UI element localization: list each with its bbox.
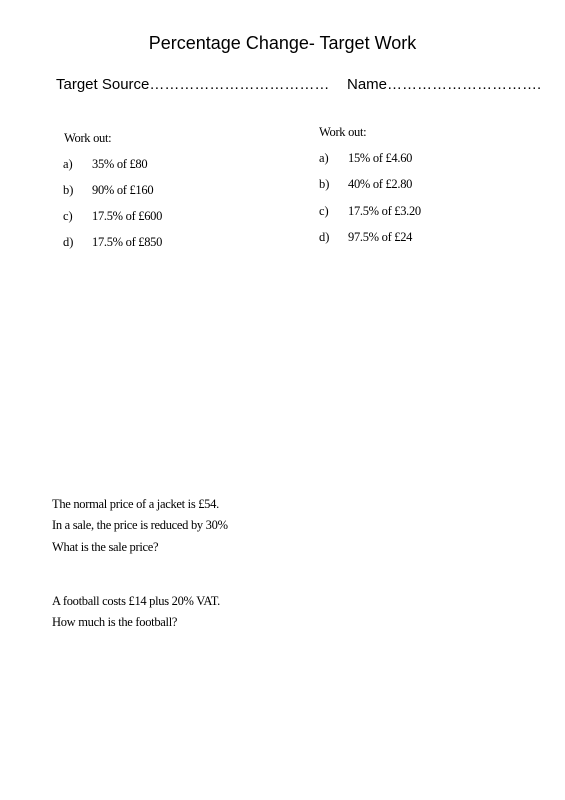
problem-line: The normal price of a jacket is £54. [52, 497, 219, 511]
question-text: 17.5% of £3.20 [348, 204, 421, 218]
question-letter: b) [63, 183, 74, 197]
question-letter: d) [63, 235, 74, 249]
question-text: 17.5% of £850 [92, 235, 163, 249]
work-out-heading: Work out: [319, 125, 367, 139]
name-field: Name…………………………. [347, 76, 542, 93]
question-text: 90% of £160 [92, 183, 154, 197]
question-text: 35% of £80 [92, 157, 148, 171]
question-letter: a) [319, 151, 329, 165]
problem-line: A football costs £14 plus 20% VAT. [52, 594, 220, 608]
problem-line: In a sale, the price is reduced by 30% [52, 518, 228, 532]
question-letter: c) [319, 204, 329, 218]
question-letter: c) [63, 209, 73, 223]
question-text: 17.5% of £600 [92, 209, 163, 223]
question-text: 40% of £2.80 [348, 177, 413, 191]
target-source-field: Target Source……………………………… [56, 76, 330, 93]
question-letter: d) [319, 230, 330, 244]
problem-line: What is the sale price? [52, 540, 159, 554]
question-letter: b) [319, 177, 330, 191]
question-letter: a) [63, 157, 73, 171]
question-text: 15% of £4.60 [348, 151, 413, 165]
problem-line: How much is the football? [52, 615, 178, 629]
work-out-heading: Work out: [64, 131, 112, 145]
page-title: Percentage Change- Target Work [148, 33, 417, 53]
question-text: 97.5% of £24 [348, 230, 413, 244]
